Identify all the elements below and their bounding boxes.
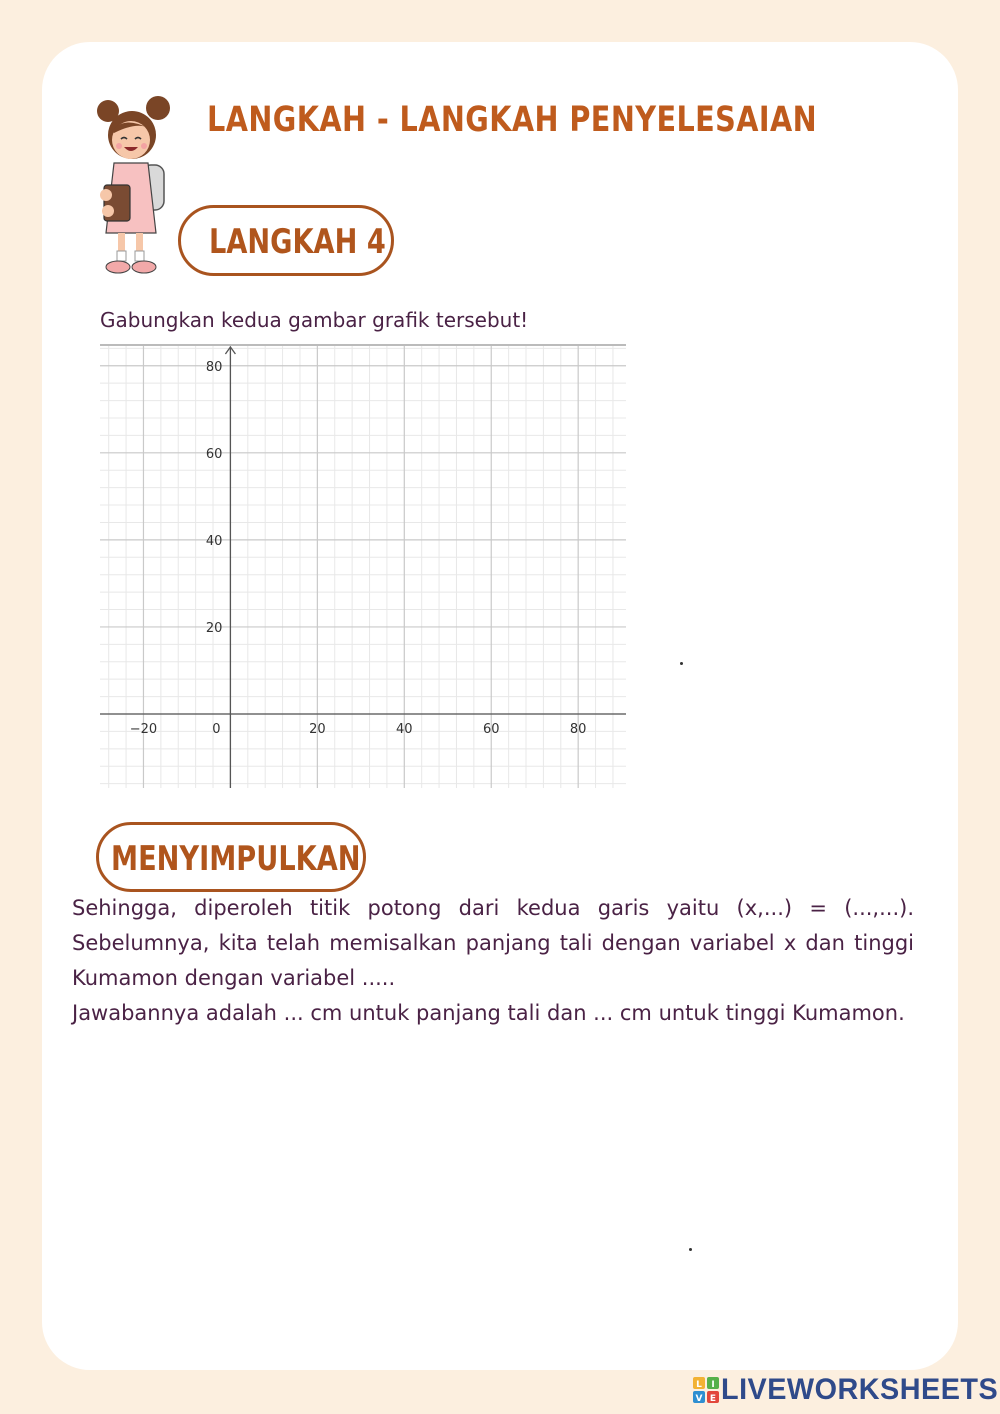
svg-text:L: L [696,1380,702,1390]
liveworksheets-logo [693,1373,1000,1407]
x-tick-label: 40 [396,722,413,737]
step-badge [178,205,394,276]
conclusion-badge [96,822,366,892]
stray-dot [680,662,683,665]
x-tick-label: −20 [129,722,158,737]
conclusion-paragraph-2: Jawabannya adalah ... cm untuk panjang tali dan ... cm untuk tinggi Kumamon. [72,1001,905,1025]
liveworksheets-icon [693,1377,719,1403]
page-title: LANGKAH - LANGKAH PENYELESAIAN [207,100,818,140]
conclusion-paragraph-1: Sehingga, diperoleh titik potong dari kedua garis yaitu (x,...) = (...,...). Sebelumnya, kita telah memisalkan panjang tali dengan variabel x dan tinggi Kumamon dengan variabel ..... [72,896,914,990]
y-tick-label: 60 [205,446,223,462]
conclusion-label: MENYIMPULKAN [111,839,361,879]
step-label: LANGKAH 4 [209,222,386,262]
svg-text:E: E [709,1394,717,1403]
brand-name: LIVEWORKSHEETS [721,1373,999,1406]
x-tick-label: 80 [569,722,587,737]
girl-illustration [94,95,180,280]
y-tick-label: 20 [205,620,223,636]
instruction-text: Gabungkan kedua gambar grafik tersebut! [100,308,529,332]
coordinate-grid[interactable] [100,344,626,788]
stray-dot-2 [689,1248,692,1251]
x-tick-label: 20 [309,722,326,737]
y-tick-label: 80 [205,359,223,375]
x-tick-label: 0 [212,722,221,737]
y-tick-label: 40 [205,533,223,549]
svg-text:V: V [695,1394,703,1403]
svg-text:I: I [711,1380,715,1390]
x-tick-label: 60 [482,722,500,737]
